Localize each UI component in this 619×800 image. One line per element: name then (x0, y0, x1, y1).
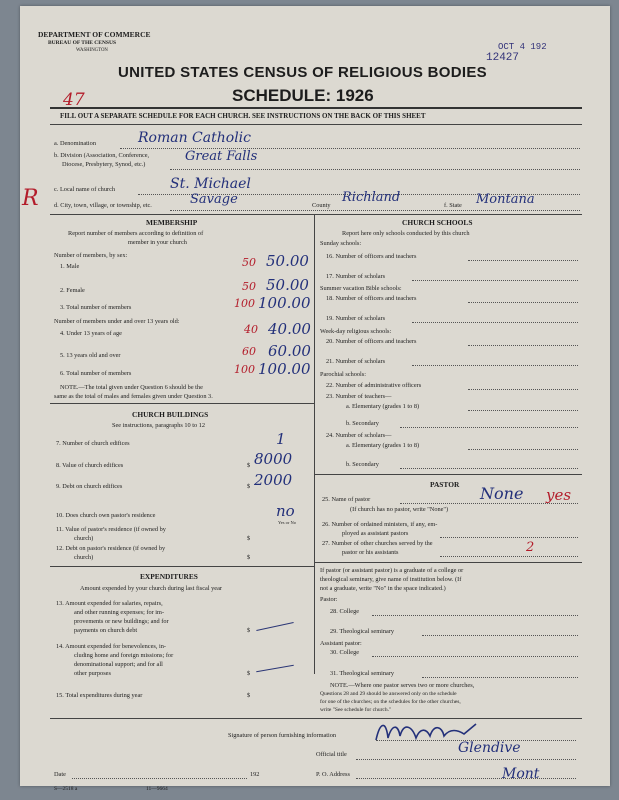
q11-dollar: $ (247, 535, 251, 542)
q14-label-3: denominational support; and for all (74, 661, 163, 668)
q20-label: 20. Number of officers and teachers (326, 338, 417, 345)
q23a-label: a. Elementary (grades 1 to 8) (346, 403, 420, 410)
q15-dollar: $ (247, 692, 251, 699)
expenditures-sub: Amount expended by your church during last fiscal year (80, 585, 222, 592)
pastor-note-4: write "See schedule for church." (320, 707, 392, 713)
form-subtitle: SCHEDULE: 1926 (232, 86, 374, 105)
q7-value: 1 (276, 430, 286, 448)
division-value: Great Falls (185, 149, 258, 164)
local-name-value: St. Michael (170, 176, 251, 192)
q2-label: 2. Female (60, 287, 85, 294)
q24-label: 24. Number of scholars— (326, 432, 392, 439)
q9-dollar: $ (247, 483, 251, 490)
q27-label: 27. Number of other churches served by the (322, 540, 433, 547)
pastor-education-intro-2: theological seminary, give name of institution below. (If (320, 576, 462, 583)
q9-label: 9. Debt on church edifices (56, 483, 123, 490)
q29-label: 29. Theological seminary (330, 628, 395, 635)
schools-sub: Report here only schools conducted by this church (342, 230, 470, 237)
buildings-title: CHURCH BUILDINGS (132, 410, 209, 419)
q31-label: 31. Theological seminary (330, 670, 395, 677)
q14-label: 14. Amount expended for benevolences, in- (56, 643, 166, 650)
assistant-pastor-subhead: Assistant pastor: (320, 640, 362, 647)
census-schedule-sheet (20, 6, 610, 792)
q5-value-red: 60 (242, 345, 256, 358)
q4-value: 40.00 (268, 320, 311, 338)
q6-value: 100.00 (258, 360, 311, 378)
q23b-label: b. Secondary (346, 420, 379, 427)
date-label: Date (54, 771, 66, 778)
schools-title: CHURCH SCHOOLS (402, 218, 473, 227)
pastor-education-intro-3: not a graduate, write "No" in the space indicated.) (320, 585, 446, 592)
buildings-sub: See instructions, paragraphs 10 to 12 (112, 422, 206, 429)
q13-label: 13. Amount expended for salaries, repairs, (56, 600, 163, 607)
form-number: S—2518 a (54, 786, 78, 792)
q12-label-2: church) (74, 554, 94, 561)
city-label: WASHINGTON (76, 48, 108, 53)
membership-title: MEMBERSHIP (146, 218, 198, 227)
q21-label: 21. Number of scholars (326, 358, 386, 365)
q26-label-2: ployed as assistant pastors (342, 530, 409, 537)
county-label: County (312, 202, 331, 209)
signature-label: Signature of person furnishing information (228, 732, 337, 739)
q14-label-4: other purposes (74, 670, 111, 677)
po-state-value: Mont (502, 766, 540, 782)
header-rule (50, 107, 582, 109)
parochial-schools-label: Parochial schools: (320, 371, 366, 378)
q13-label-3: provements or new buildings; and for (74, 618, 169, 625)
form-title: UNITED STATES CENSUS OF RELIGIOUS BODIES (118, 64, 487, 81)
division-label: b. Division (Association, Conference, (54, 152, 150, 159)
q3-value-red: 100 (234, 297, 255, 310)
q25-red-note: yes (546, 486, 572, 504)
pastor-note: NOTE.—Where one pastor serves two or more churches, (330, 682, 475, 689)
q13-label-4: payments on church debt (74, 627, 138, 634)
q16-label: 16. Number of officers and teachers (326, 253, 417, 260)
q13-label-2: and other running expenses; for im- (74, 609, 165, 616)
q5-label: 5. 13 years old and over (60, 352, 121, 359)
summer-schools-label: Summer vacation Bible schools: (320, 285, 402, 292)
q14-dash-mark (256, 665, 294, 673)
q10-label: 10. Does church own pastor's residence (56, 512, 156, 519)
county-value: Richland (342, 190, 401, 205)
sunday-schools-label: Sunday schools: (320, 240, 362, 247)
serial-number-stamp: 12427 (486, 52, 520, 64)
q8-dollar: $ (247, 462, 251, 469)
q12-label: 12. Debt on pastor's residence (if owned by (56, 545, 166, 552)
q3-label: 3. Total number of members (60, 304, 132, 311)
q26-label: 26. Number of ordained ministers, if any, em- (322, 521, 438, 528)
pastor-subhead: Pastor: (320, 596, 338, 603)
expenditures-title: EXPENDITURES (140, 572, 198, 581)
local-name-label: c. Local name of church (54, 186, 116, 193)
state-label: f. State (444, 202, 462, 209)
q27-value: 2 (526, 540, 535, 555)
q11-label-2: church) (74, 535, 94, 542)
q25-label: 25. Name of pastor (322, 496, 371, 503)
q19-label: 19. Number of scholars (326, 315, 386, 322)
q25-hint: (If church has no pastor, write "None") (350, 506, 449, 513)
q7-label: 7. Number of church edifices (56, 440, 130, 447)
denomination-label: a. Denomination (54, 140, 96, 147)
margin-number: 47 (63, 90, 85, 110)
date-year: 192 (250, 771, 260, 778)
po-address-value: Glendive (458, 740, 521, 756)
q10-value: no (276, 502, 295, 520)
official-title-label: Official title (316, 751, 347, 758)
q15-label: 15. Total expenditures during year (56, 692, 143, 699)
margin-r-mark: R (22, 186, 39, 211)
members-by-sex-label: Number of members, by sex: (54, 252, 128, 259)
column-divider (314, 214, 315, 674)
q25-value: None (480, 484, 524, 503)
pastor-title: PASTOR (430, 480, 460, 489)
print-number: 11—9664 (146, 786, 168, 792)
q6-label: 6. Total number of members (60, 370, 132, 377)
q2-value-red: 50 (242, 280, 256, 293)
q13-dash-mark (256, 622, 293, 631)
q23-label: 23. Number of teachers— (326, 393, 392, 400)
pastor-note-3: for one of the churches; on the schedules for the other churches, (320, 699, 461, 705)
general-instruction: FILL OUT A SEPARATE SCHEDULE FOR EACH CHURCH. SEE INSTRUCTIONS ON THE BACK OF THIS SHEET (60, 112, 426, 120)
bureau-label: BUREAU OF THE CENSUS (48, 40, 117, 46)
city-value: Savage (190, 192, 238, 207)
division-label-2: Diocese, Presbytery, Synod, etc.) (62, 161, 146, 168)
q10-hint: Yes or No (278, 520, 297, 525)
q6-value-red: 100 (234, 363, 255, 376)
q9-value: 2000 (254, 471, 293, 489)
instruction-rule (50, 124, 582, 125)
received-date-stamp: OCT 4 192 (498, 42, 547, 52)
membership-note: NOTE.—The total given under Question 6 should be the (60, 384, 203, 391)
age-breakdown-label: Number of members under and over 13 years old: (54, 318, 180, 325)
q5-value: 60.00 (268, 342, 311, 360)
q30-label: 30. College (330, 649, 360, 656)
q2-value: 50.00 (266, 276, 309, 294)
q3-value: 100.00 (258, 294, 311, 312)
pastor-education-intro: If pastor (or assistant pastor) is a graduate of a college or (320, 567, 464, 574)
department-label: DEPARTMENT OF COMMERCE (38, 30, 151, 39)
membership-note-2: same as the total of males and females given under Question 3. (54, 393, 213, 400)
q8-value: 8000 (254, 450, 293, 468)
q14-label-2: cluding home and foreign missions; for (74, 652, 174, 659)
q22-label: 22. Number of administrative officers (326, 382, 422, 389)
state-value: Montana (476, 192, 535, 207)
q18-label: 18. Number of officers and teachers (326, 295, 417, 302)
q4-value-red: 40 (244, 323, 258, 336)
q14-dollar: $ (247, 670, 251, 677)
membership-intro-2: member in your church (128, 239, 187, 246)
q11-label: 11. Value of pastor's residence (if owned by (56, 526, 166, 533)
q1-value-red: 50 (242, 256, 256, 269)
q24a-label: a. Elementary (grades 1 to 8) (346, 442, 420, 449)
q8-label: 8. Value of church edifices (56, 462, 124, 469)
q12-dollar: $ (247, 554, 251, 561)
q1-value: 50.00 (266, 252, 309, 270)
weekday-schools-label: Week-day religious schools: (320, 328, 392, 335)
po-address-label: P. O. Address (316, 771, 350, 778)
pastor-note-2: Questions 28 and 29 should be answered only on the schedule (320, 691, 457, 697)
q1-label: 1. Male (60, 263, 80, 270)
q28-label: 28. College (330, 608, 360, 615)
denomination-value: Roman Catholic (138, 130, 251, 146)
q17-label: 17. Number of scholars (326, 273, 386, 280)
q27-label-2: pastor or his assistants (342, 549, 399, 556)
city-label-field: d. City, town, village, or township, etc. (54, 202, 152, 209)
q13-dollar: $ (247, 627, 251, 634)
membership-intro: Report number of members according to definition of (68, 230, 204, 237)
q4-label: 4. Under 13 years of age (60, 330, 122, 337)
q24b-label: b. Secondary (346, 461, 379, 468)
